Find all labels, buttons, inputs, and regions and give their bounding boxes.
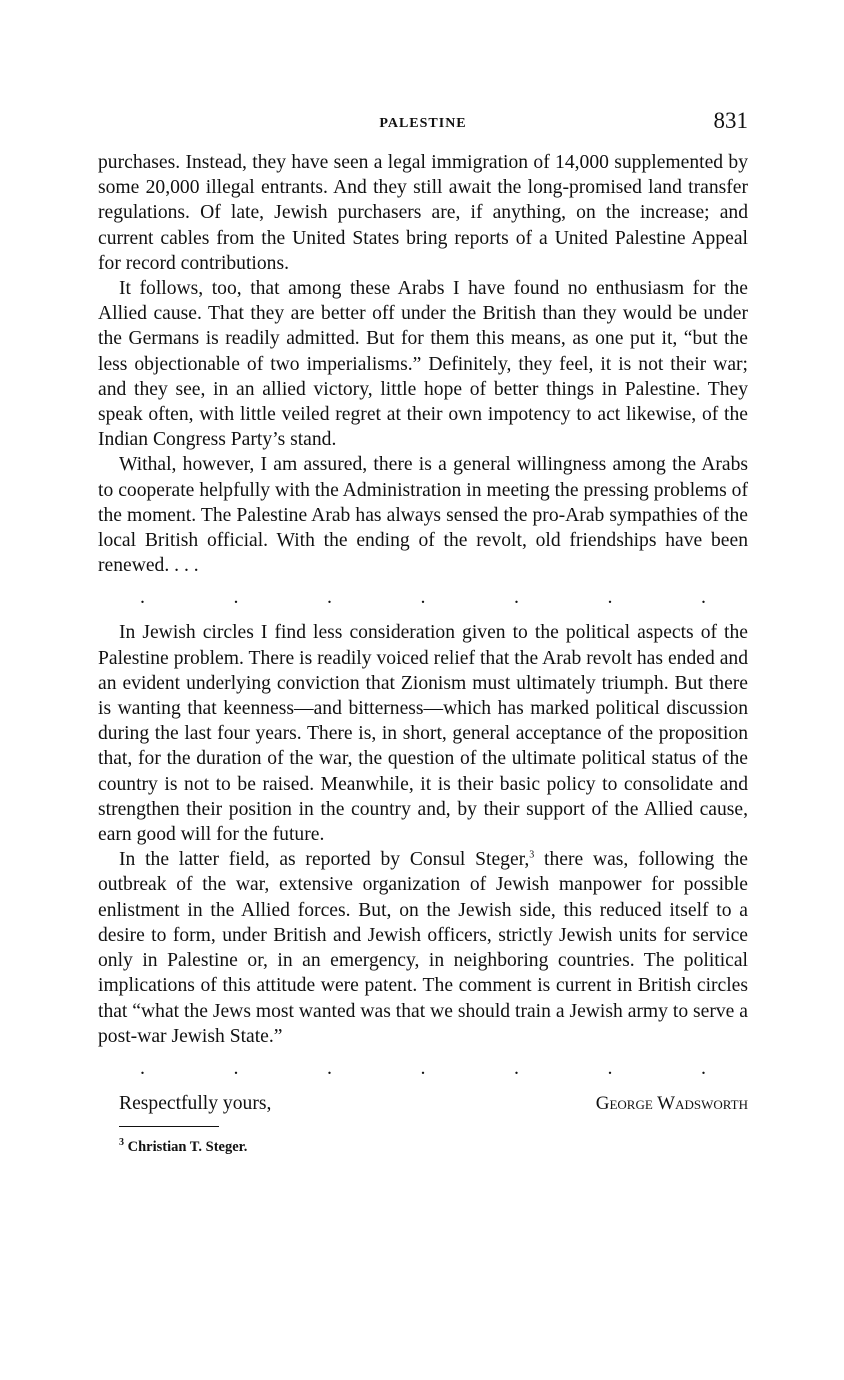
document-page — [98, 108, 748, 1156]
signature-block — [98, 1091, 748, 1116]
ellipsis-dot: . — [701, 1056, 706, 1079]
paragraph-1: purchases. Instead, they have seen a legal immigration of 14,000 supplemented by some 20,000 illegal entrants. And they still await the long-promised land transfer regulations. Of late, Jewish purchasers are, if anything, on the increase; and current cables from the United States bring reports of a United Palestine Appeal for record contributions. — [98, 152, 748, 274]
signer-name: George Wadsworth — [595, 1092, 748, 1114]
paragraph-5-body: there was, following the outbreak of the war, extensive organization of Jewish manpower for possible enlistment in the Allied forces. But, on the Jewish side, this reduced itself to a desire to form, under British and Jewish officers, strictly Jewish units for service only in Palestine or, in an emergency, in neighboring countries. The political implications of this attitude were patent. The comment is current in British circles that “what the Jews most wanted was that we should train a Jewish army to serve a post-war Jewish State.” — [98, 849, 748, 1047]
ellipsis-dot: . — [233, 1056, 239, 1079]
ellipsis-dot: . — [140, 586, 145, 609]
paragraph-3: Withal, however, I am assured, there is a general willingness among the Arabs to cooperate helpfully with the Administration in meeting the pressing problems of the moment. The Palestine Arab has always sensed the pro-Arab sympathies of the local British official. With the ending of the revolt, old friendships have been renewed. . . . — [98, 454, 748, 577]
ellipsis-dot: . — [607, 1056, 613, 1079]
paragraph-2: It follows, too, that among these Arabs I have found no enthusiasm for the Allied cause. That they are better off under the British than they would be under the Germans is readily admitted. But for them this means, as one put it, “but the less objectionable of two imperialisms.” Definitely, they feel, it is not their war; and they see, in an allied victory, little hope of better things in Palestine. They speak often, with little veiled regret at their own impotency to act likewise, of the Indian Congress Party’s stand. — [98, 278, 748, 451]
ellipsis-dot: . — [420, 1056, 426, 1079]
footnote-text: Christian T. Steger. — [127, 1138, 248, 1155]
ellipsis-separator — [98, 580, 748, 614]
body-text — [98, 150, 748, 1156]
ellipsis-dot: . — [607, 586, 613, 609]
running-header — [98, 108, 748, 142]
footnote-marker: 3 — [119, 1137, 124, 1149]
paragraph-4: In Jewish circles I find less consideration given to the political aspects of the Palestine problem. There is readily voiced relief that the Arab revolt has ended and an evident underlying conviction that Zionism must ultimately triumph. But there is wanting that keenness—and bitterness—which has marked political discussion during the last four years. There is, in short, general acceptance of the proposition that, for the duration of the war, the question of the ultimate political status of the country is not to be raised. Meanwhile, it is their basic policy to consolidate and strengthen their position in the country and, by their support of the Allied cause, earn good will for the future. — [98, 622, 748, 846]
page-number: 831 — [713, 108, 748, 133]
footnote-divider — [119, 1126, 219, 1127]
footnote — [119, 1139, 748, 1156]
ellipsis-dot: . — [514, 586, 519, 609]
paragraph-5 — [98, 847, 748, 1049]
closing-salutation: Respectfully yours, — [119, 1092, 272, 1114]
running-title: PALESTINE — [379, 116, 467, 131]
ellipsis-dot: . — [514, 1056, 519, 1079]
ellipsis-dot: . — [701, 586, 706, 609]
paragraph-5-lead: In the latter field, as reported by Consul Steger, — [119, 849, 530, 871]
ellipsis-dot: . — [327, 1056, 332, 1079]
ellipsis-dot: . — [420, 586, 426, 609]
ellipsis-dot: . — [233, 586, 239, 609]
ellipsis-dot: . — [327, 586, 332, 609]
ellipsis-dot: . — [140, 1056, 145, 1079]
footnote-reference[interactable]: 3 — [529, 849, 535, 861]
ellipsis-separator — [98, 1051, 748, 1085]
